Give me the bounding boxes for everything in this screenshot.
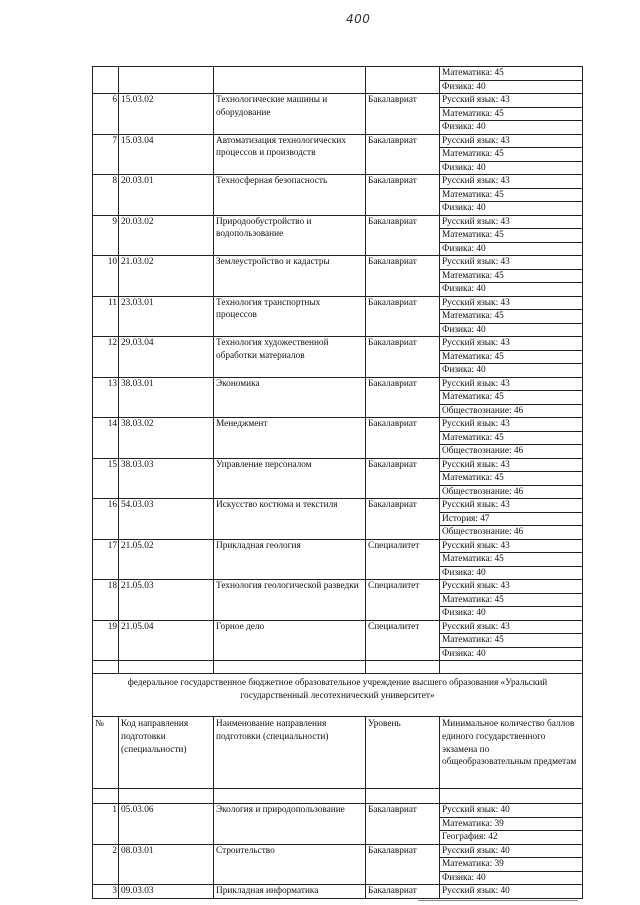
direction-name: Землеустройство и кадастры xyxy=(214,256,366,297)
exam-score: Русский язык: 43 xyxy=(440,296,583,310)
exam-score: Русский язык: 43 xyxy=(440,580,583,594)
direction-code: 21.05.03 xyxy=(119,580,214,621)
direction-code: 54.03.03 xyxy=(119,499,214,540)
row-number: 13 xyxy=(93,377,119,418)
direction-name: Горное дело xyxy=(214,620,366,661)
exam-score: Русский язык: 43 xyxy=(440,377,583,391)
exam-score: Физика: 40 xyxy=(440,364,583,378)
top-section xyxy=(93,67,583,661)
organization-section xyxy=(93,661,583,804)
direction-code: 08.03.01 xyxy=(119,844,214,885)
exam-score: Математика: 45 xyxy=(440,472,583,486)
exam-score: География: 42 xyxy=(440,831,583,845)
table-row xyxy=(93,620,583,634)
education-level: Специалитет xyxy=(366,620,440,661)
exam-score: Русский язык: 40 xyxy=(440,885,583,899)
header-name: Наименование направления подготовки (специальности) xyxy=(214,717,366,789)
direction-code xyxy=(119,67,214,94)
direction-code: 29.03.04 xyxy=(119,337,214,378)
education-level: Бакалавриат xyxy=(366,337,440,378)
exam-score: Математика: 39 xyxy=(440,817,583,831)
education-level: Бакалавриат xyxy=(366,296,440,337)
table-row xyxy=(93,580,583,594)
direction-code: 15.03.04 xyxy=(119,134,214,175)
row-number: 12 xyxy=(93,337,119,378)
direction-code: 21.03.02 xyxy=(119,256,214,297)
table-row xyxy=(93,215,583,229)
table-row xyxy=(93,67,583,81)
direction-name: Экономика xyxy=(214,377,366,418)
education-level: Бакалавриат xyxy=(366,215,440,256)
education-level: Бакалавриат xyxy=(366,377,440,418)
education-level: Бакалавриат xyxy=(366,418,440,459)
row-number: 3 xyxy=(93,885,119,899)
education-level xyxy=(366,67,440,94)
table-row xyxy=(93,844,583,858)
direction-code: 21.05.02 xyxy=(119,539,214,580)
direction-code: 20.03.02 xyxy=(119,215,214,256)
direction-name: Прикладная геология xyxy=(214,539,366,580)
exam-score: Русский язык: 43 xyxy=(440,620,583,634)
row-number: 9 xyxy=(93,215,119,256)
row-number: 18 xyxy=(93,580,119,621)
direction-code: 21.05.04 xyxy=(119,620,214,661)
exam-score: Математика: 45 xyxy=(440,107,583,121)
header-code: Код направления подготовки (специальности) xyxy=(119,717,214,789)
direction-name: Технология художественной обработки материалов xyxy=(214,337,366,378)
exam-score: Математика: 45 xyxy=(440,634,583,648)
exam-score: Русский язык: 43 xyxy=(440,215,583,229)
exam-score: Русский язык: 40 xyxy=(440,804,583,818)
row-number xyxy=(93,67,119,94)
direction-code: 23.03.01 xyxy=(119,296,214,337)
table-row xyxy=(93,418,583,432)
direction-name: Строительство xyxy=(214,844,366,885)
exam-score: Математика: 45 xyxy=(440,188,583,202)
exam-score: Русский язык: 43 xyxy=(440,458,583,472)
education-level: Бакалавриат xyxy=(366,134,440,175)
exam-score: Русский язык: 43 xyxy=(440,337,583,351)
exam-score: Обществознание: 46 xyxy=(440,404,583,418)
direction-name: Природообустройство и водопользование xyxy=(214,215,366,256)
direction-code: 38.03.02 xyxy=(119,418,214,459)
exam-score: Математика: 45 xyxy=(440,148,583,162)
exam-score: Русский язык: 43 xyxy=(440,418,583,432)
scan-edge-line xyxy=(418,900,578,901)
bottom-section xyxy=(93,804,583,899)
exam-score: Русский язык: 40 xyxy=(440,844,583,858)
exam-score: Математика: 45 xyxy=(440,269,583,283)
direction-code: 05.03.06 xyxy=(119,804,214,845)
row-number: 1 xyxy=(93,804,119,845)
education-level: Бакалавриат xyxy=(366,458,440,499)
row-number: 7 xyxy=(93,134,119,175)
table-row xyxy=(93,804,583,818)
direction-name: Автоматизация технологических процессов и производств xyxy=(214,134,366,175)
exam-score: Русский язык: 43 xyxy=(440,256,583,270)
admission-table xyxy=(92,66,583,899)
exam-score: Физика: 40 xyxy=(440,242,583,256)
header-exam: Минимальное количество баллов единого государственного экзамена по общеобразовательным предметам xyxy=(440,717,583,789)
exam-score: Русский язык: 43 xyxy=(440,134,583,148)
exam-score: Русский язык: 43 xyxy=(440,499,583,513)
exam-score: Математика: 45 xyxy=(440,310,583,324)
table-row xyxy=(93,256,583,270)
row-number: 19 xyxy=(93,620,119,661)
education-level: Специалитет xyxy=(366,580,440,621)
direction-name: Техносферная безопасность xyxy=(214,175,366,216)
exam-score: Физика: 40 xyxy=(440,871,583,885)
exam-score: Физика: 40 xyxy=(440,607,583,621)
education-level: Специалитет xyxy=(366,539,440,580)
direction-code: 09.03.03 xyxy=(119,885,214,899)
direction-name: Прикладная информатика xyxy=(214,885,366,899)
exam-score: Математика: 45 xyxy=(440,391,583,405)
exam-score: Физика: 40 xyxy=(440,647,583,661)
education-level: Бакалавриат xyxy=(366,94,440,135)
header-row xyxy=(93,717,583,789)
direction-code: 38.03.01 xyxy=(119,377,214,418)
exam-score: Математика: 45 xyxy=(440,431,583,445)
education-level: Бакалавриат xyxy=(366,804,440,845)
row-number: 17 xyxy=(93,539,119,580)
row-number: 14 xyxy=(93,418,119,459)
table-row xyxy=(93,499,583,513)
direction-name: Искусство костюма и текстиля xyxy=(214,499,366,540)
education-level: Бакалавриат xyxy=(366,885,440,899)
education-level: Бакалавриат xyxy=(366,256,440,297)
exam-score: Физика: 40 xyxy=(440,202,583,216)
direction-name: Технологические машины и оборудование xyxy=(214,94,366,135)
spacer-row xyxy=(93,789,583,804)
row-number: 15 xyxy=(93,458,119,499)
page-number: 400 xyxy=(346,12,371,26)
exam-score: Физика: 40 xyxy=(440,323,583,337)
direction-name xyxy=(214,67,366,94)
direction-name: Технология геологической разведки xyxy=(214,580,366,621)
exam-score: Математика: 45 xyxy=(440,553,583,567)
exam-score: Русский язык: 43 xyxy=(440,175,583,189)
table-row xyxy=(93,296,583,310)
organization-row xyxy=(93,674,583,717)
row-number: 6 xyxy=(93,94,119,135)
direction-code: 15.03.02 xyxy=(119,94,214,135)
table-row xyxy=(93,885,583,899)
row-number: 16 xyxy=(93,499,119,540)
education-level: Бакалавриат xyxy=(366,844,440,885)
exam-score: Математика: 45 xyxy=(440,350,583,364)
table-row xyxy=(93,175,583,189)
exam-score: Физика: 40 xyxy=(440,80,583,94)
table-row xyxy=(93,458,583,472)
exam-score: Математика: 45 xyxy=(440,593,583,607)
exam-score: Обществознание: 46 xyxy=(440,445,583,459)
exam-score: Математика: 39 xyxy=(440,858,583,872)
row-number: 11 xyxy=(93,296,119,337)
table-row xyxy=(93,377,583,391)
row-number: 2 xyxy=(93,844,119,885)
exam-score: Физика: 40 xyxy=(440,566,583,580)
exam-score: Физика: 40 xyxy=(440,121,583,135)
document-sheet xyxy=(92,66,582,899)
exam-score: Русский язык: 43 xyxy=(440,539,583,553)
direction-code: 38.03.03 xyxy=(119,458,214,499)
exam-score: Русский язык: 43 xyxy=(440,94,583,108)
exam-score: Обществознание: 46 xyxy=(440,485,583,499)
gap-row xyxy=(93,661,583,674)
table-row xyxy=(93,94,583,108)
header-level: Уровень xyxy=(366,717,440,789)
table-row xyxy=(93,539,583,553)
row-number: 10 xyxy=(93,256,119,297)
exam-score: Математика: 45 xyxy=(440,229,583,243)
direction-code: 20.03.01 xyxy=(119,175,214,216)
direction-name: Экология и природопользование xyxy=(214,804,366,845)
header-num: № xyxy=(93,717,119,789)
education-level: Бакалавриат xyxy=(366,175,440,216)
direction-name: Управление персоналом xyxy=(214,458,366,499)
table-row xyxy=(93,134,583,148)
row-number: 8 xyxy=(93,175,119,216)
exam-score: Физика: 40 xyxy=(440,161,583,175)
organization-name: федеральное государственное бюджетное образовательное учреждение высшего образования «Уральский государственный лесотехнический университет» xyxy=(93,674,583,717)
exam-score: Обществознание: 46 xyxy=(440,526,583,540)
exam-score: История: 47 xyxy=(440,512,583,526)
direction-name: Технология транспортных процессов xyxy=(214,296,366,337)
direction-name: Менеджмент xyxy=(214,418,366,459)
education-level: Бакалавриат xyxy=(366,499,440,540)
exam-score: Математика: 45 xyxy=(440,67,583,81)
table-row xyxy=(93,337,583,351)
exam-score: Физика: 40 xyxy=(440,283,583,297)
